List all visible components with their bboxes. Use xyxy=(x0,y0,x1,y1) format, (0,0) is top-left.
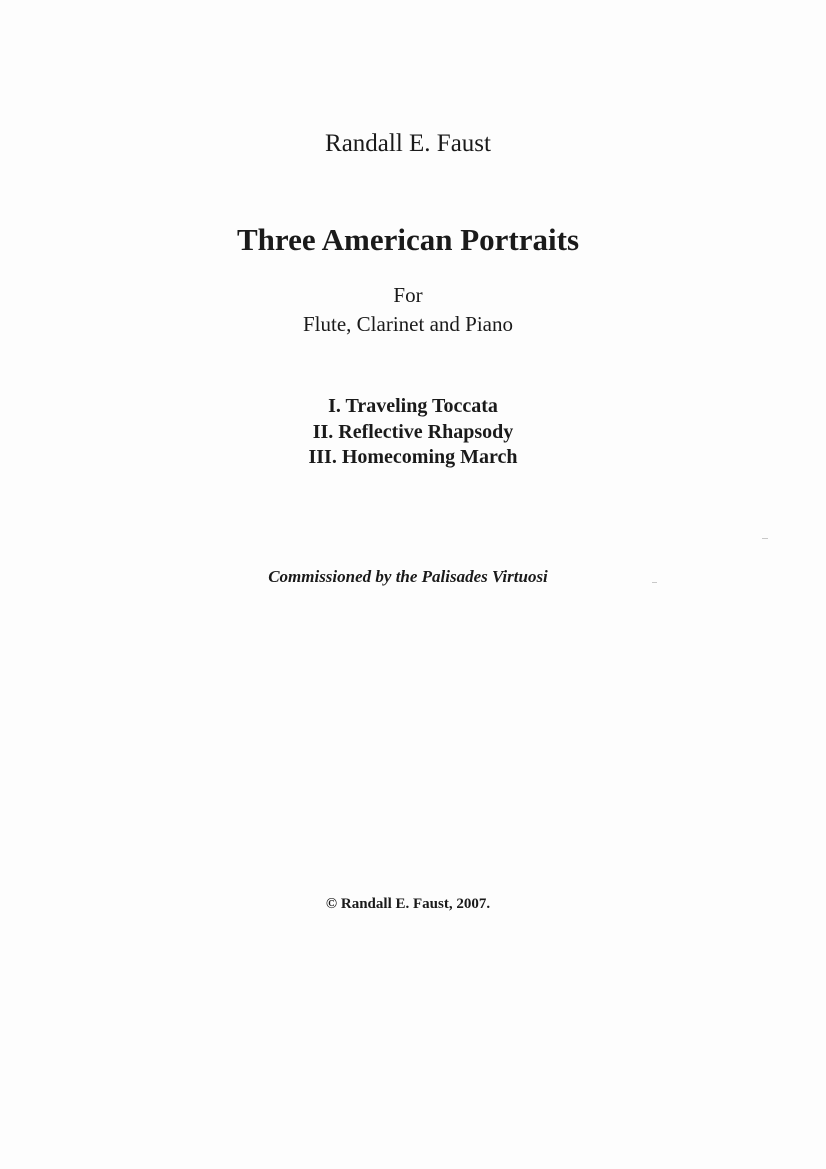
copyright-notice: © Randall E. Faust, 2007. xyxy=(325,896,491,912)
movement-item: II. Reflective Rhapsody xyxy=(312,420,514,443)
instrumentation: Flute, Clarinet and Piano xyxy=(303,312,513,336)
commission-note: Commissioned by the Palisades Virtuosi xyxy=(268,567,548,586)
work-title: Three American Portraits xyxy=(236,222,580,257)
scan-speck xyxy=(652,582,657,583)
movement-list xyxy=(0,394,826,471)
movement-item: I. Traveling Toccata xyxy=(328,395,498,417)
movement-item: III. Homecoming March xyxy=(308,446,518,468)
composer-name: Randall E. Faust xyxy=(325,130,491,157)
scan-speck xyxy=(762,538,768,539)
for-label: For xyxy=(393,283,423,307)
